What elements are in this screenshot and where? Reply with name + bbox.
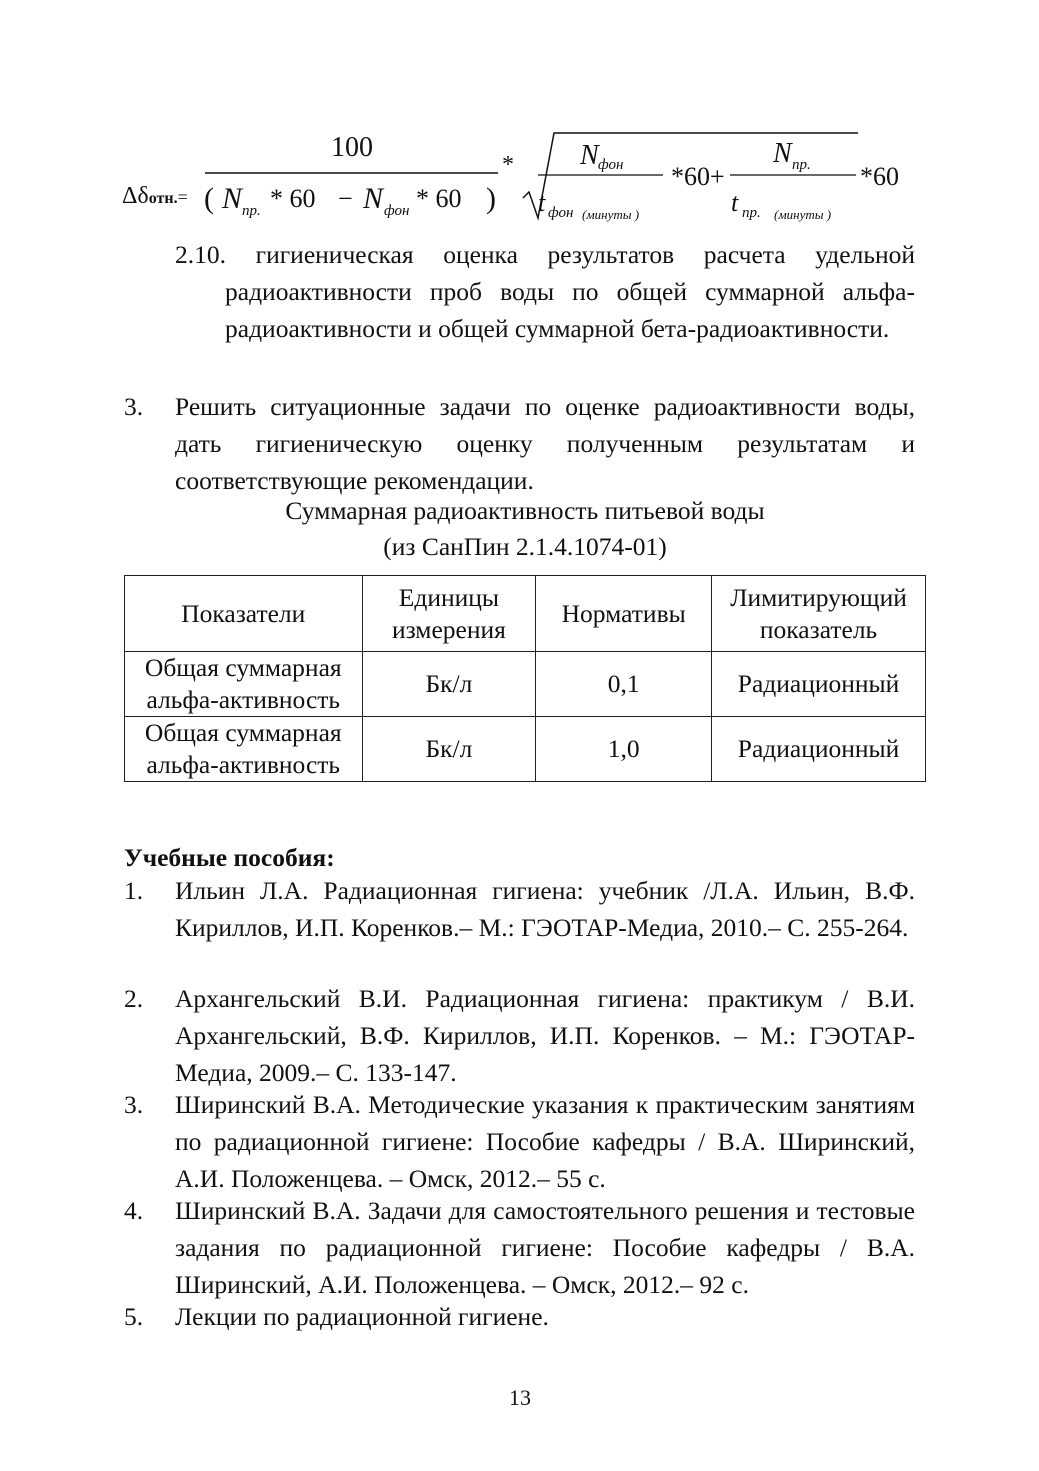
- header-norms: Нормативы: [536, 576, 712, 652]
- formula-n-fon: N: [363, 182, 384, 215]
- formula-numerator: 100: [331, 132, 373, 163]
- references-heading: Учебные пособия:: [124, 843, 335, 872]
- formula-inner-n-fon: N: [580, 140, 599, 171]
- formula-lhs: Δδотн.=: [122, 183, 188, 209]
- formula-t-pr: t: [731, 188, 739, 217]
- cell-indicator: Общая суммарная альфа-активность: [125, 652, 363, 717]
- formula-inner-sub-pr: пр.: [792, 157, 811, 173]
- radioactivity-norms-table: [124, 575, 926, 782]
- reference-number: 5.: [124, 1302, 144, 1331]
- formula-star: *: [502, 152, 514, 178]
- reference-number: 4.: [124, 1196, 144, 1225]
- cell-units: Бк/л: [362, 717, 536, 782]
- formula-t-fon-sub: фон: [548, 205, 574, 221]
- formula-minutes-a: (минуты ): [582, 207, 640, 222]
- table-header-row: [125, 576, 926, 652]
- cell-norm: 1,0: [536, 717, 712, 782]
- reference-item: Лекции по радиационной гигиене.: [175, 1302, 549, 1331]
- cell-limiting: Радиационный: [712, 717, 926, 782]
- cell-units: Бк/л: [362, 652, 536, 717]
- formula-times60-a: * 60: [270, 184, 316, 213]
- formula-end: *60: [860, 162, 899, 191]
- formula-denominator-close: ): [486, 182, 496, 215]
- reference-number: 1.: [124, 876, 144, 905]
- reference-number: 2.: [124, 984, 144, 1013]
- table-row: [125, 717, 926, 782]
- item-3-text: Решить ситуационные задачи по оценке радиоактивности воды, дать гигиеническую оценку полученным результатам и соответствующие рекомендации.: [175, 392, 915, 495]
- formula-t-pr-sub: пр.: [742, 205, 761, 221]
- formula-t-fon: t: [538, 188, 546, 217]
- item-3-number: 3.: [124, 392, 144, 421]
- reference-number: 3.: [124, 1090, 144, 1119]
- reference-item: Ильин Л.А. Радиационная гигиена: учебник /Л.А. Ильин, В.Ф. Кириллов, И.П. Коренков.– М.: ГЭОТАР-Медиа, 2010.– С. 255-264.: [175, 876, 915, 942]
- reference-item: Ширинский В.А. Задачи для самостоятельного решения и тестовые задания по радиационной гигиене: Пособие кафедры / В.А. Ширинский, А.И. Положенцева. – Омск, 2012.– 92 с.: [175, 1196, 915, 1299]
- formula-times60-b: * 60: [416, 184, 462, 213]
- formula-inner-sub-fon: фон: [598, 157, 624, 173]
- header-indicator: Показатели: [125, 576, 363, 652]
- reference-item: Ширинский В.А. Методические указания к практическим занятиям по радиационной гигиене: Пособие кафедры / В.А. Ширинский, А.И. Положенцева. – Омск, 2012.– 55 с.: [175, 1090, 915, 1193]
- table-title: Суммарная радиоактивность питьевой воды: [285, 496, 765, 525]
- item-2-10: 2.10. гигиеническая оценка результатов расчета удельной радиоактивности проб воды по общей суммарной альфа-радиоактивности и общей суммарной бета-радиоактивности.: [175, 240, 915, 343]
- cell-limiting: Радиационный: [712, 652, 926, 717]
- formula-mid: *60+: [671, 162, 725, 191]
- formula-inner-n-pr: N: [773, 138, 792, 169]
- header-units: Единицы измерения: [362, 576, 536, 652]
- relative-error-formula: [118, 118, 918, 233]
- cell-norm: 0,1: [536, 652, 712, 717]
- formula-n-pr: N: [222, 182, 243, 215]
- formula-sub-pr: пр.: [242, 203, 261, 219]
- formula-sub-fon: фон: [384, 203, 410, 219]
- table-source: (из СанПин 2.1.4.1074-01): [383, 532, 667, 561]
- formula-denominator-open: (: [204, 182, 214, 215]
- formula-minus: −: [338, 184, 353, 213]
- reference-item: Архангельский В.И. Радиационная гигиена: практикум / В.И. Архангельский, В.Ф. Кириллов, И.П. Коренков. – М.: ГЭОТАР-Медиа, 2009.– С. 133-147.: [175, 984, 915, 1087]
- formula-minutes-b: (минуты ): [774, 207, 832, 222]
- cell-indicator: Общая суммарная альфа-активность: [125, 717, 363, 782]
- table-row: [125, 652, 926, 717]
- page-number: 13: [509, 1385, 531, 1410]
- header-limiting: Лимитирующий показатель: [712, 576, 926, 652]
